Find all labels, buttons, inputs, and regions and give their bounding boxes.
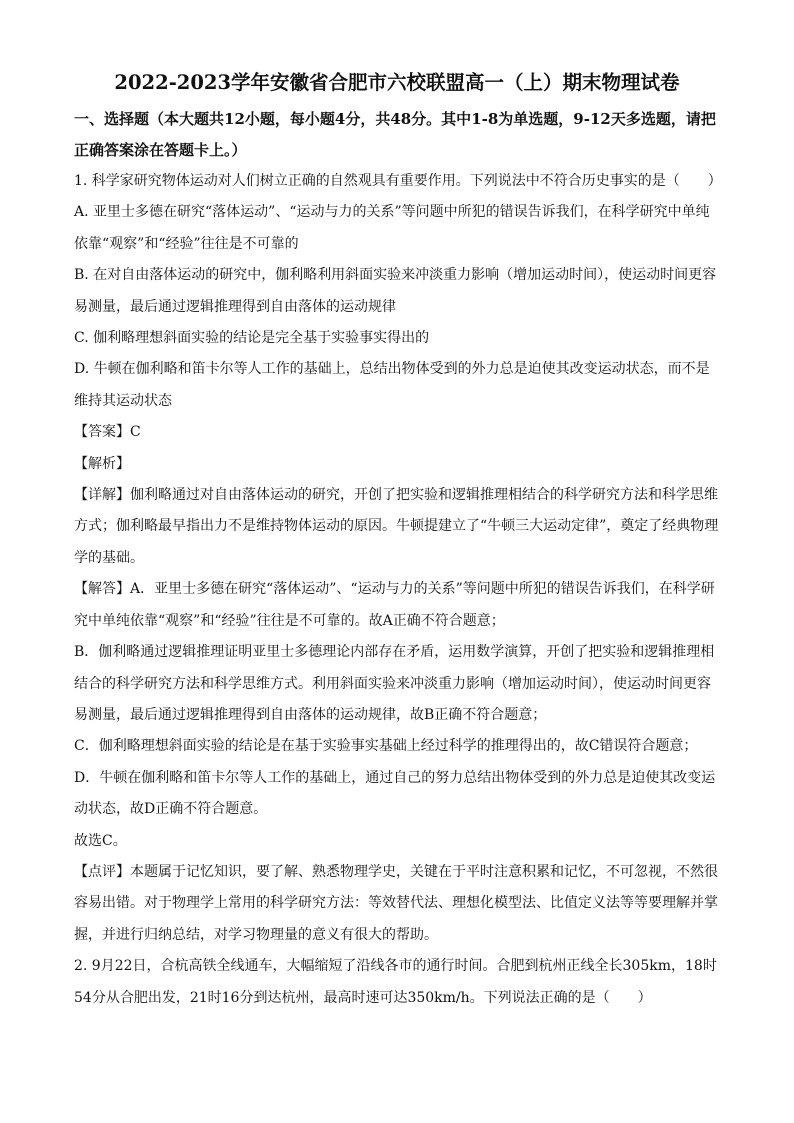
solution-a: 【解答】A．亚里士多德在研究“落体运动”、“运动与力的关系”等问题中所犯的错误告诉我们，在科学研究中单纯依靠“观察”和“经验”往往是不可靠的。故A正确不符合题意； xyxy=(74,581,715,629)
page-title: 2022-2023学年安徽省合肥市六校联盟高一（上）期末物理试卷 xyxy=(114,71,680,94)
answer-line: 【答案】C xyxy=(74,424,141,441)
section-heading: 一、选择题（本大题共12小题，每小题4分，共48分。其中1-8为单选题，9-12天多选题，请把正确答案涂在答题卡上。） xyxy=(74,110,716,159)
question-2-stem: 2. 9月22日，合杭高铁全线通车，大幅缩短了沿线各市的通行时间。合肥到杭州正线全长305km，18时54分从合肥出发，21时16分到达杭州，最高时速可达350km/h。下列说法正确的是（ ） xyxy=(74,958,717,1006)
solution-b: B．伽利略通过逻辑推理证明亚里士多德理论内部存在矛盾，运用数学演算，开创了把实验和逻辑推理相结合的科学研究方法和科学思维方式。利用斜面实验来冲淡重力影响（增加运动时间），使运动时间更容易测量，最后通过逻辑推理得到自由落体的运动规律，故B正确不符合题意； xyxy=(74,644,715,723)
conclusion-line: 故选C。 xyxy=(74,832,127,849)
question-1-stem: 1. 科学家研究物体运动对人们树立正确的自然观具有重要作用。下列说法中不符合历史事实的是（ ） xyxy=(74,173,722,189)
question-1-option-c: C. 伽利略理想斜面实验的结论是完全基于实验事实得出的 xyxy=(74,330,430,347)
question-1-option-d: D. 牛顿在伽利略和笛卡尔等人工作的基础上，总结出物体受到的外力总是迫使其改变运动状态，而不是维持其运动状态 xyxy=(74,361,710,409)
question-1-option-a: A. 亚里士多德在研究“落体运动”、“运动与力的关系”等问题中所犯的错误告诉我们，在科学研究中单纯依靠“观察”和“经验”往往是不可靠的 xyxy=(74,204,710,252)
solution-d: D．牛顿在伽利略和笛卡尔等人工作的基础上，通过自己的努力总结出物体受到的外力总是迫使其改变运动状态，故D正确不符合题意。 xyxy=(74,769,716,818)
question-1-option-b: B. 在对自由落体运动的研究中，伽利略利用斜面实验来冲淡重力影响（增加运动时间），使运动时间更容易测量，最后通过逻辑推理得到自由落体的运动规律 xyxy=(74,267,717,315)
solution-c: C．伽利略理想斜面实验的结论是在基于实验事实基础上经过科学的推理得出的，故C错误符合题意； xyxy=(74,738,698,755)
analysis-label: 【解析】 xyxy=(74,455,130,472)
comment-paragraph: 【点评】本题属于记忆知识，要了解、熟悉物理学史，关键在于平时注意积累和记忆，不可忽视，不然很容易出错。对于物理学上常用的科学研究方法：等效替代法、理想化模型法、比值定义法等等要理解并掌握，并进行归纳总结，对学习物理量的意义有很大的帮助。 xyxy=(74,863,718,943)
detail-paragraph: 【详解】伽利略通过对自由落体运动的研究，开创了把实验和逻辑推理相结合的科学研究方法和科学思维方式；伽利略最早指出力不是维持物体运动的原因。牛顿提建立了“牛顿三大运动定律”，奠定了经典物理学的基础。 xyxy=(74,487,719,566)
